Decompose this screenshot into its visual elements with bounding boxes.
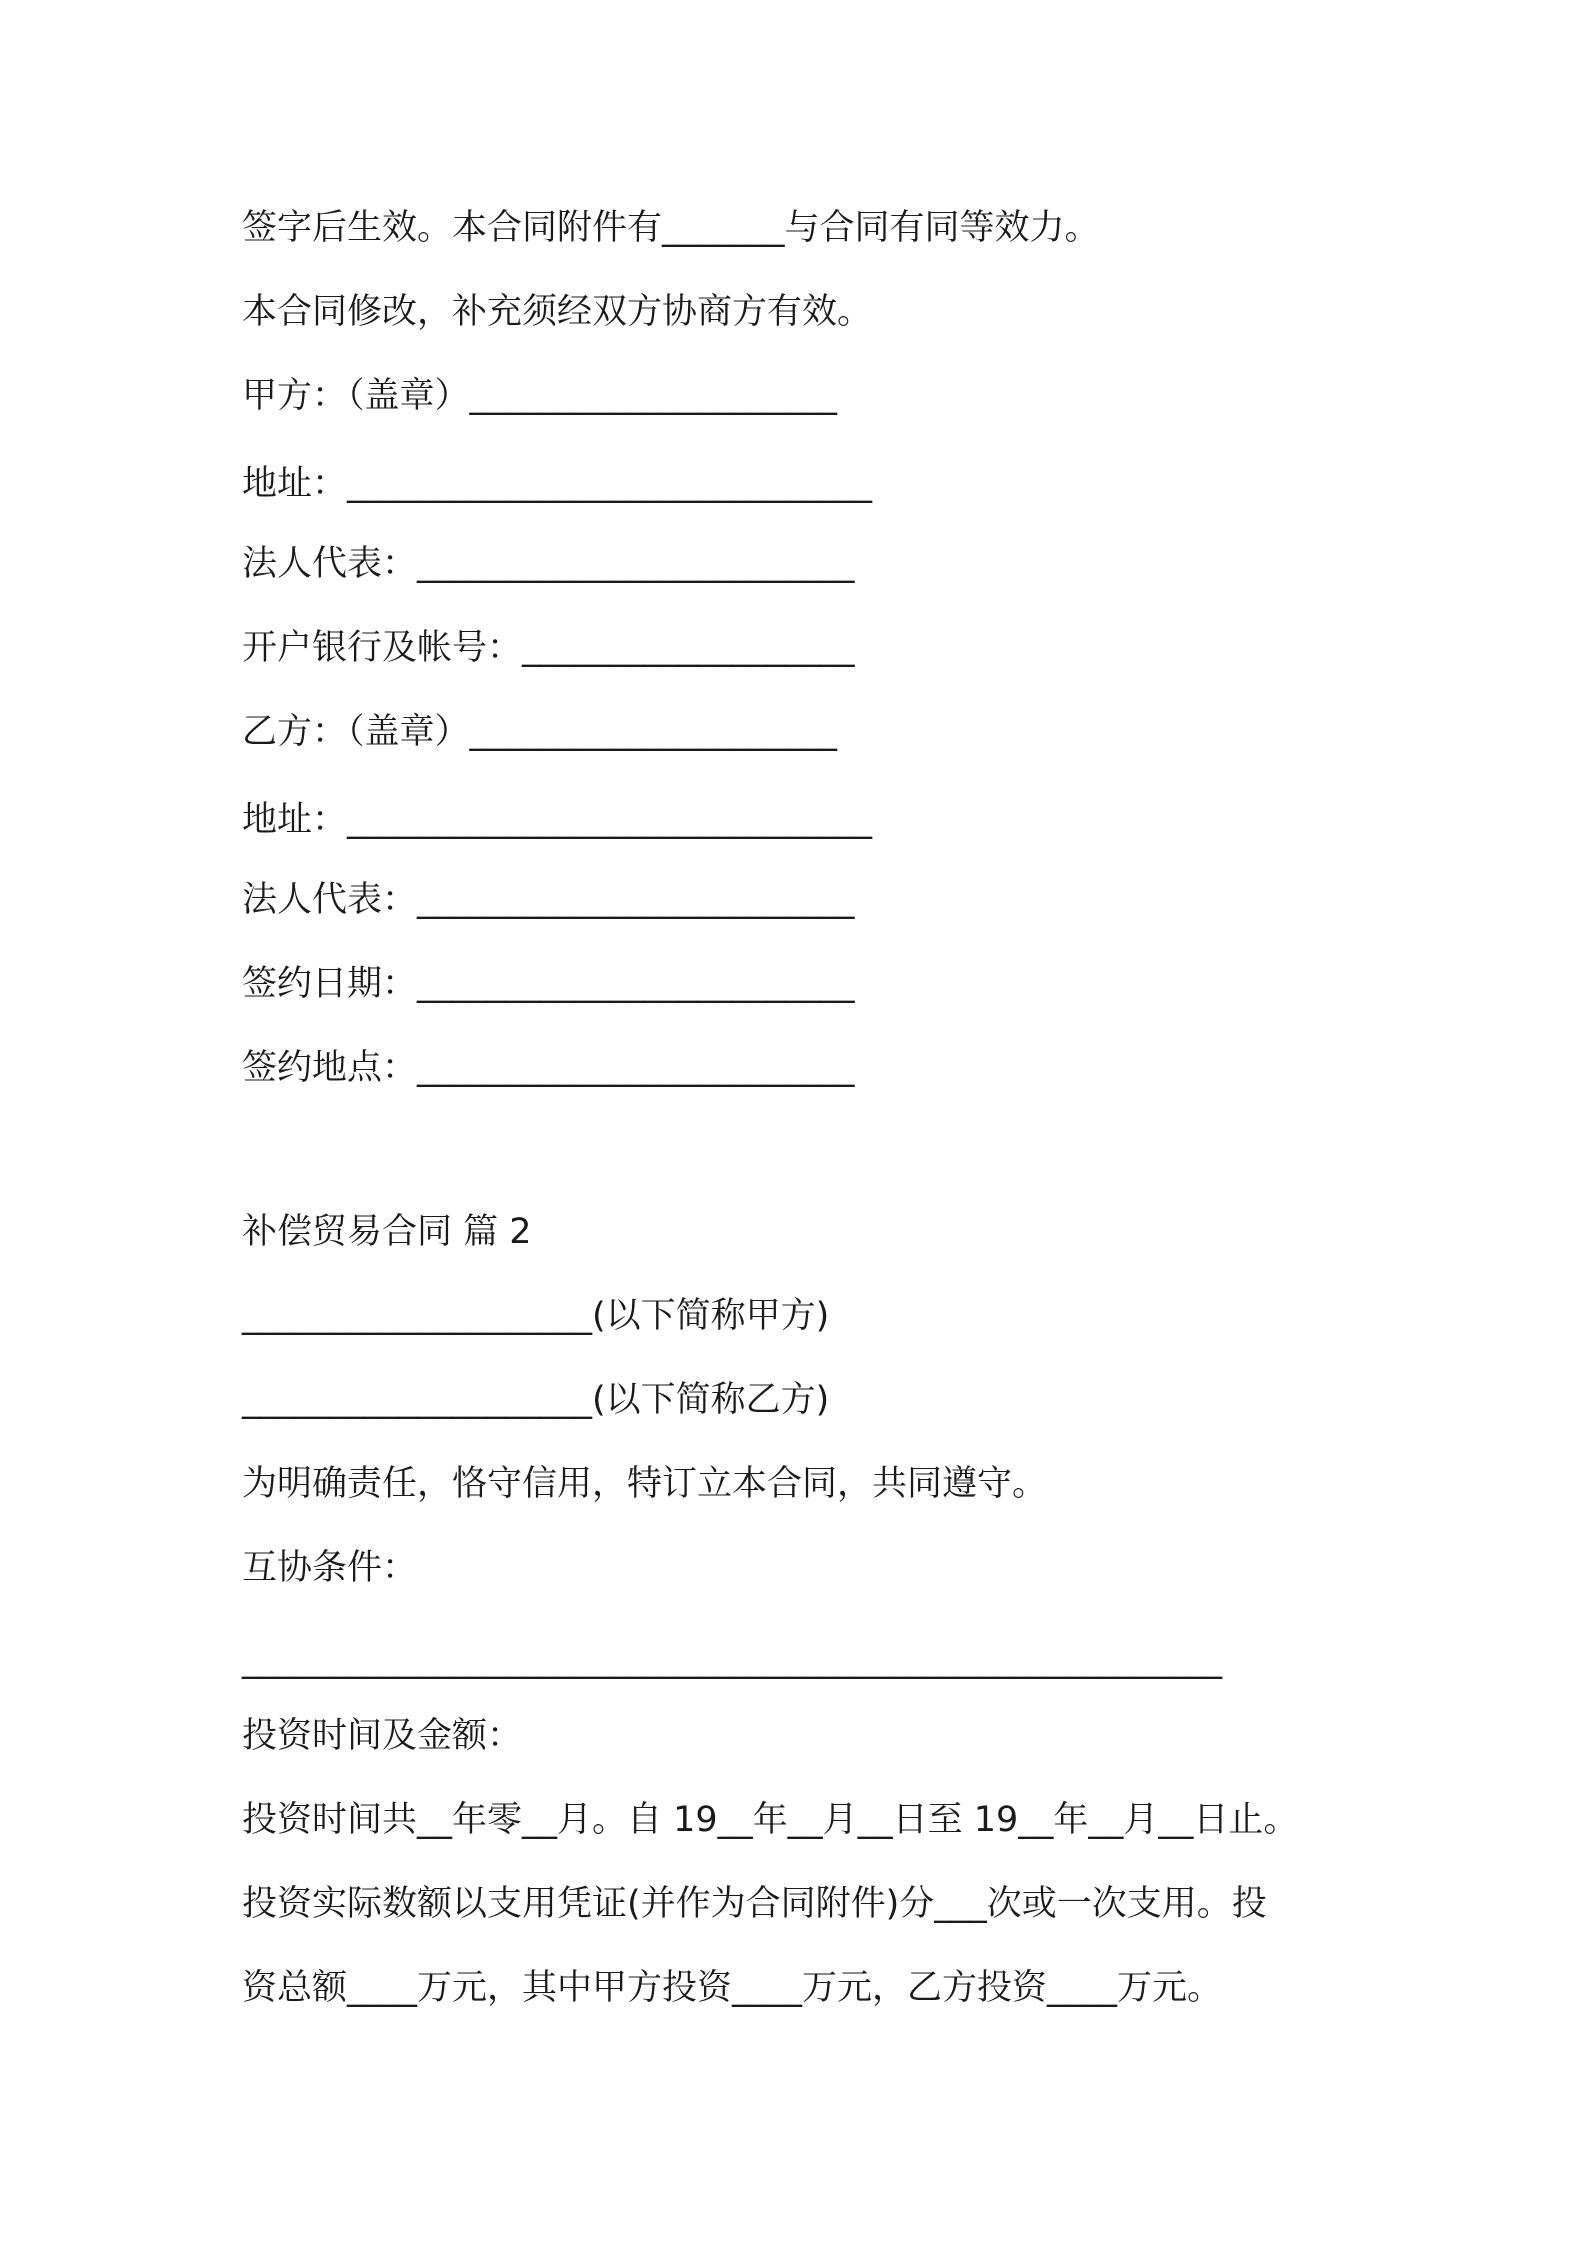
investment-amount-line-1: 投资实际数额以支用凭证(并作为合同附件)分___次或一次支用。投	[242, 1884, 1267, 1924]
party-a-legal-rep-line: 法人代表：_________________________	[242, 544, 855, 584]
mutual-terms-blank-line: ________________________________________________________	[242, 1640, 1222, 1680]
investment-amount-line-2: 资总额____万元，其中甲方投资____万元，乙方投资____万元。	[242, 1968, 1223, 2008]
party-b-name-line: ____________________(以下简称乙方)	[242, 1380, 830, 1420]
party-b-seal-line: 乙方：（盖章）_____________________	[242, 712, 838, 752]
signing-date-line: 签约日期：_________________________	[242, 964, 855, 1004]
clause-effect-line: 签字后生效。本合同附件有_______与合同有同等效力。	[242, 208, 1100, 248]
party-b-address-line: 地址：______________________________	[242, 800, 873, 840]
section-title: 补偿贸易合同 篇 2	[242, 1212, 532, 1252]
investment-period-line: 投资时间共__年零__月。自 19__年__月__日至 19__年__月__日止。	[242, 1800, 1299, 1840]
party-a-bank-account-line: 开户银行及帐号：___________________	[242, 628, 855, 668]
party-b-legal-rep-line: 法人代表：_________________________	[242, 880, 855, 920]
preamble-line: 为明确责任，恪守信用，特订立本合同，共同遵守。	[242, 1464, 1048, 1504]
mutual-terms-heading: 互协条件：	[242, 1548, 418, 1588]
party-a-seal-line: 甲方：（盖章）_____________________	[242, 376, 838, 416]
party-a-address-line: 地址：______________________________	[242, 464, 873, 504]
clause-amendment-line: 本合同修改，补充须经双方协商方有效。	[242, 292, 873, 332]
investment-heading: 投资时间及金额：	[242, 1716, 523, 1756]
party-a-name-line: ____________________(以下简称甲方)	[242, 1296, 830, 1336]
signing-place-line: 签约地点：_________________________	[242, 1048, 855, 1088]
